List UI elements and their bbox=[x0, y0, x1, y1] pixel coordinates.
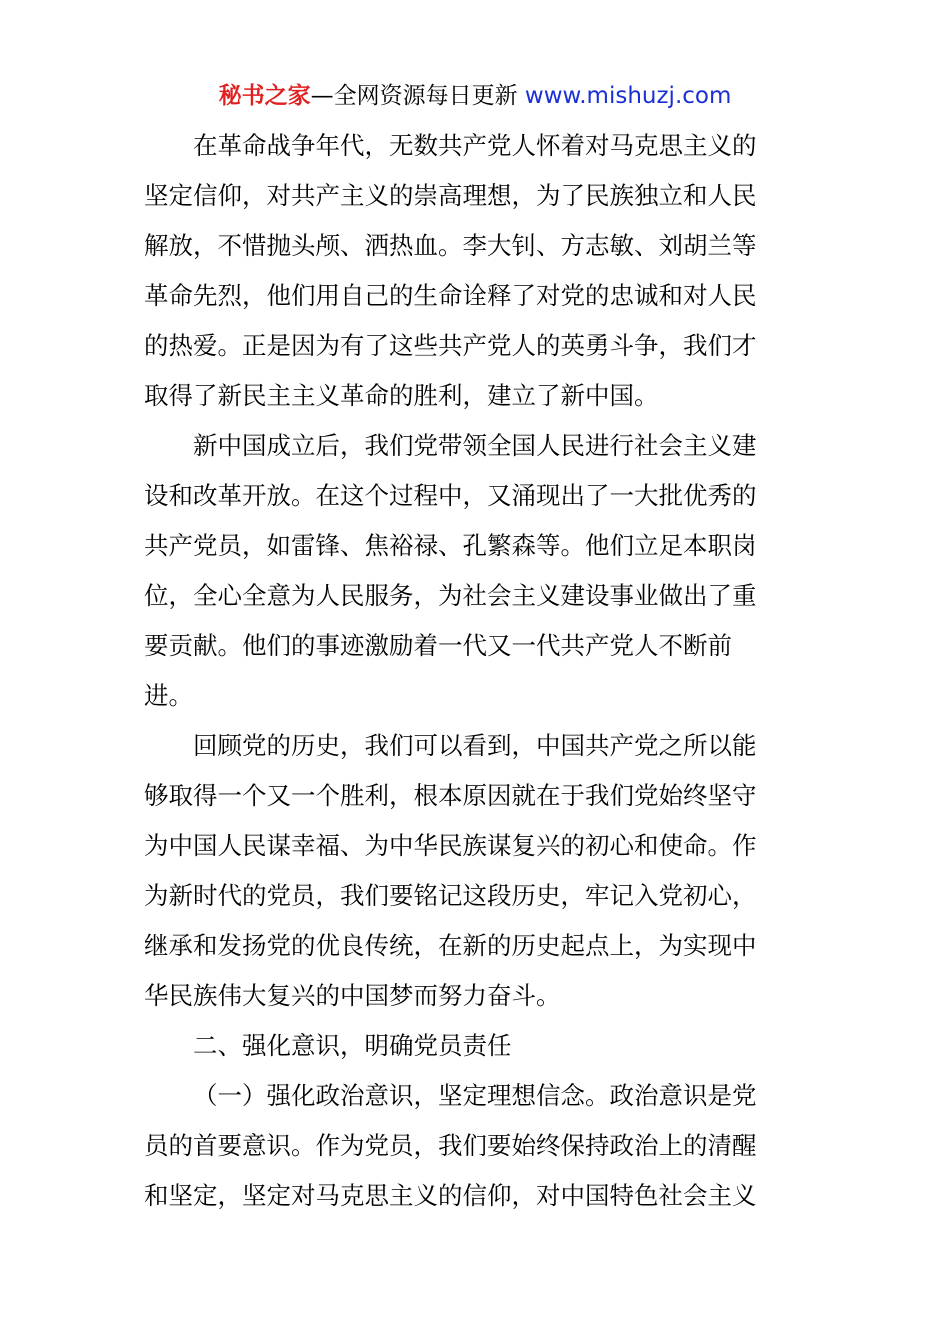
header-tagline: —全网资源每日更新 bbox=[310, 83, 525, 109]
site-url[interactable]: www.mishuzj.com bbox=[524, 83, 732, 109]
paragraph-line: 要贡献。他们的事迹激励着一代又一代共产党人不断前 bbox=[144, 631, 732, 660]
paragraph-line: 坚定信仰，对共产主义的崇高理想，为了民族独立和人民 bbox=[144, 181, 757, 210]
section-heading: 二、强化意识，明确党员责任 bbox=[193, 1031, 512, 1060]
paragraph-line: 员的首要意识。作为党员，我们要始终保持政治上的清醒 bbox=[144, 1131, 757, 1160]
document-body bbox=[144, 121, 786, 1221]
paragraph-line: 新中国成立后，我们党带领全国人民进行社会主义建 bbox=[193, 431, 757, 460]
paragraph-line: 设和改革开放。在这个过程中，又涌现出了一大批优秀的 bbox=[144, 481, 757, 510]
paragraph-line: 为中国人民谋幸福、为中华民族谋复兴的初心和使命。作 bbox=[144, 831, 757, 860]
paragraph-line: 继承和发扬党的优良传统，在新的历史起点上，为实现中 bbox=[144, 931, 757, 960]
paragraph-line: 解放，不惜抛头颅、洒热血。李大钊、方志敏、刘胡兰等 bbox=[144, 231, 757, 260]
site-header bbox=[0, 80, 950, 112]
brand-name: 秘书之家 bbox=[218, 83, 311, 109]
paragraph-line: 在革命战争年代，无数共产党人怀着对马克思主义的 bbox=[193, 131, 757, 160]
paragraph-line: 华民族伟大复兴的中国梦而努力奋斗。 bbox=[144, 981, 561, 1010]
paragraph-line: 革命先烈，他们用自己的生命诠释了对党的忠诚和对人民 bbox=[144, 281, 757, 310]
paragraph-line: 取得了新民主主义革命的胜利，建立了新中国。 bbox=[144, 381, 659, 410]
paragraph-line: 够取得一个又一个胜利，根本原因就在于我们党始终坚守 bbox=[144, 781, 757, 810]
paragraph-line: 和坚定，坚定对马克思主义的信仰，对中国特色社会主义 bbox=[144, 1181, 757, 1210]
paragraph-line: 回顾党的历史，我们可以看到，中国共产党之所以能 bbox=[193, 731, 757, 760]
paragraph-line: 位，全心全意为人民服务，为社会主义建设事业做出了重 bbox=[144, 581, 757, 610]
paragraph-line: 进。 bbox=[144, 681, 193, 710]
paragraph-line: （一）强化政治意识，坚定理想信念。政治意识是党 bbox=[193, 1081, 757, 1110]
paragraph-line: 共产党员，如雷锋、焦裕禄、孔繁森等。他们立足本职岗 bbox=[144, 531, 757, 560]
paragraph-line: 的热爱。正是因为有了这些共产党人的英勇斗争，我们才 bbox=[144, 331, 757, 360]
paragraph-line: 为新时代的党员，我们要铭记这段历史，牢记入党初心， bbox=[144, 881, 757, 910]
